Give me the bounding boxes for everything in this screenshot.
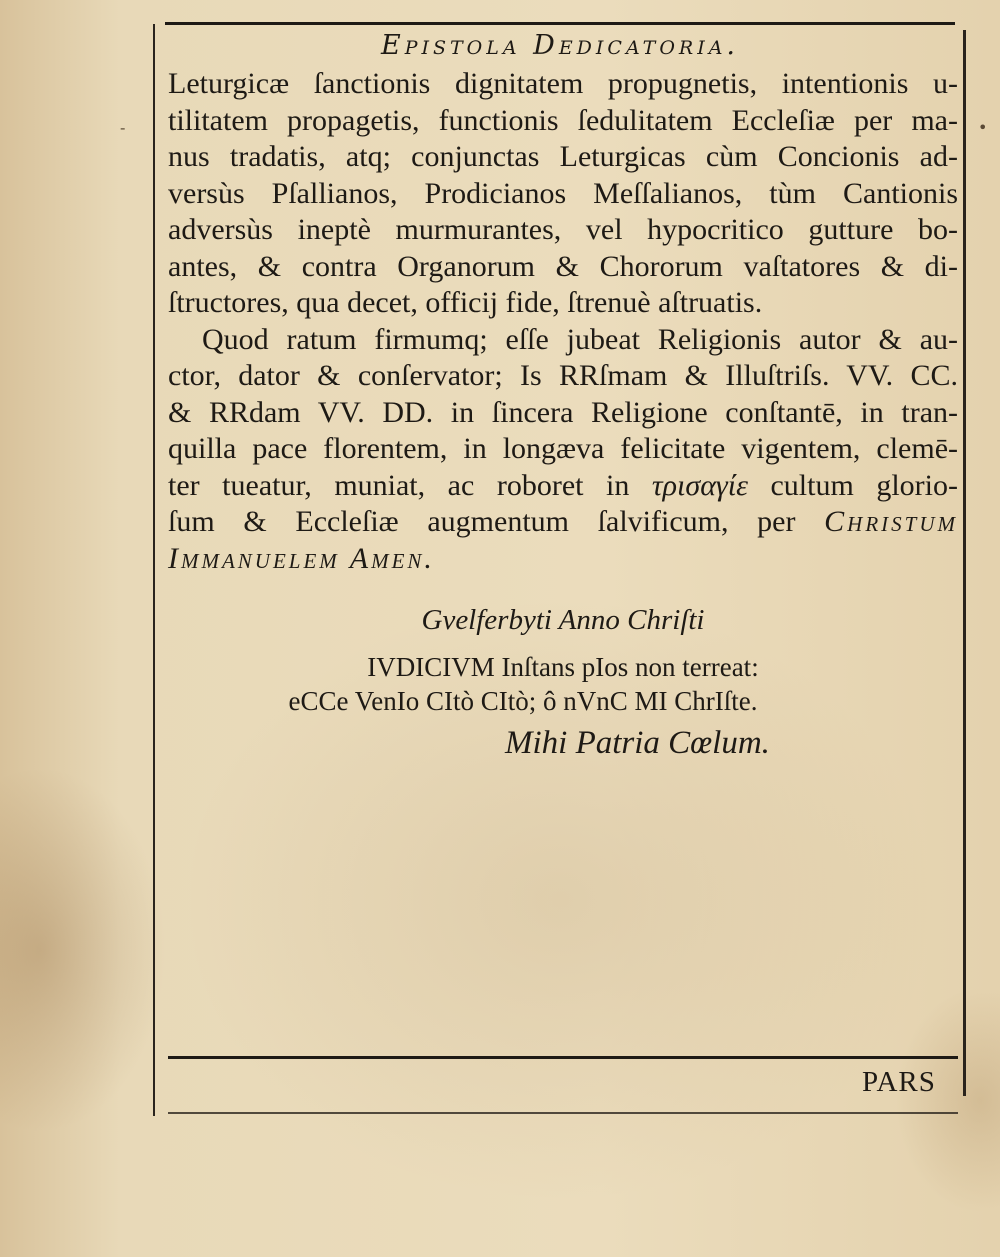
text-line-6 [168,504,958,541]
line-5-end: cultum glorio- [770,468,958,502]
letter-body [168,66,958,577]
christ-name: Christum [824,505,958,538]
margin-dot: • [978,118,988,137]
right-rule [963,30,966,1096]
chronogram-line-1: IVDICIVM Inſtans pIos non terreat: [367,652,759,682]
text-line: versùs Pſallianos, Prodicianos Meſſalianos, tùm Cantionis [168,176,958,210]
greek-word: τρισαγίε [651,468,748,502]
chronogram-line-2: eCCe VenIo CItò CItò; ô nVnC MI ChrIſte. [288,686,758,716]
top-rule [165,22,955,25]
text-line: antes, & contra Organorum & Chororum vaſtatores & di- [168,249,958,283]
text-line: ſtructores, qua decet, officij fide, ſtrenuè aſtruatis. [168,286,763,319]
text-line: quilla pace florentem, in longæva felicitate vigentem, clemē- [168,432,958,465]
motto: Mihi Patria Cœlum. [505,725,770,761]
bottom-rule [168,1056,958,1059]
paragraph-2 [168,322,958,578]
bottom-rule-lower [168,1112,958,1114]
line-6-start: ſum & Eccleſiæ augmentum ſalvificum, per [168,505,796,538]
date-line: Gvelferbyti Anno Chriſti [421,604,705,636]
text-line: ctor, dator & conſervator; Is RRſmam & Illuſtriſs. VV. CC. [168,359,958,392]
line-5-start: ter tueatur, muniat, ac roboret in [168,468,630,502]
text-line: Quod ratum firmumq; eſſe jubeat Religionis autor & au- [202,322,958,356]
text-line: adversùs ineptè murmurantes, vel hypocritico gutture bo- [168,213,958,246]
text-line: tilitatem propagetis, functionis ſedulitatem Eccleſiæ per ma- [168,103,958,137]
text-line: nus tradatis, atq; conjunctas Leturgicas cùm Concionis ad- [168,140,958,173]
left-rule [153,24,155,1116]
paragraph-1 [168,66,958,322]
text-line: Leturgicæ ſanctionis dignitatem propugnetis, intentionis u- [168,67,958,100]
text-line: & RRdam VV. DD. in ſincera Religione conſtantē, in tran- [168,395,958,429]
catchword: PARS [862,1066,936,1098]
running-header: Epistola Dedicatoria. [380,30,740,61]
text-line-5 [168,468,958,505]
margin-dash: - [120,118,126,137]
text-line-7: Immanuelem Amen. [168,541,435,575]
